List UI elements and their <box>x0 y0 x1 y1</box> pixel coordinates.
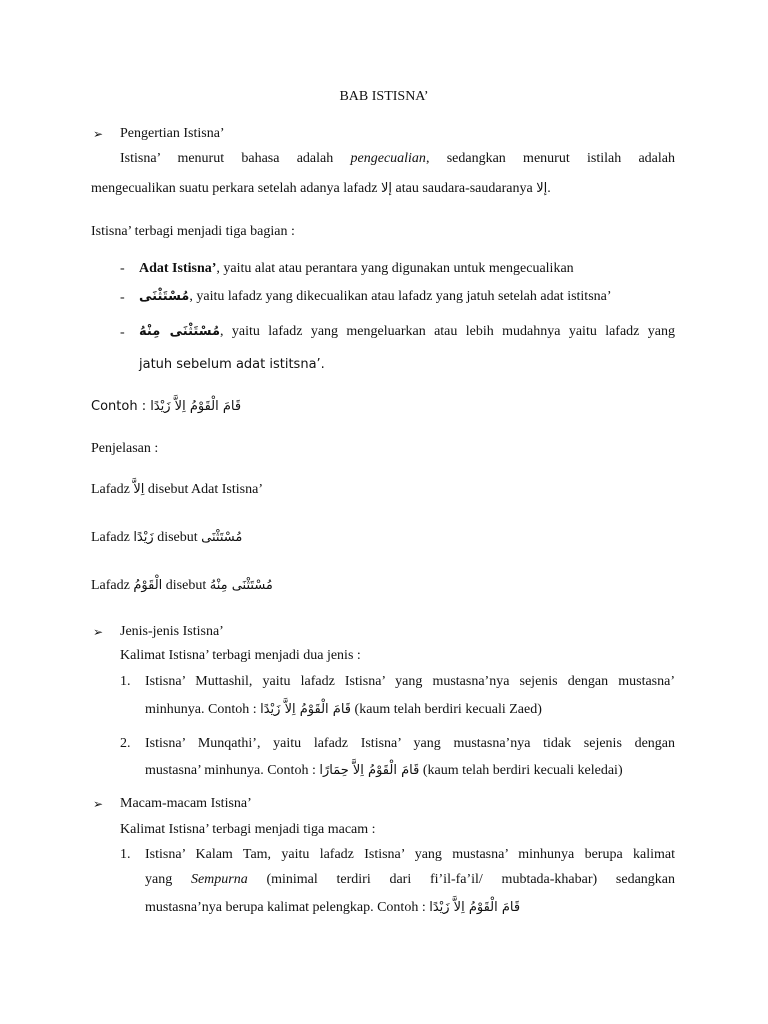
explanation-line-3: Lafadz الْقَوْمُ disebut مُسْتَثْنَى مِنْهُ <box>91 578 273 593</box>
document-title: BAB ISTISNA’ <box>339 89 429 104</box>
division-intro: Istisna’ terbagi menjadi tiga bagian : <box>91 224 295 239</box>
arabic-illa: إلا <box>380 181 392 196</box>
explanation-line-1: Lafadz اِلاَّ disebut Adat Istisna’ <box>91 482 263 497</box>
list-dash: - <box>120 261 125 276</box>
jenis-item-2-line-2: mustasna’ minhunya. Contoh : قَامَ الْقَوْمُ اِلاَّ حِمَارًا (kaum telah berdiri kecuali keledai) <box>145 763 623 778</box>
list-item-mustatsna-minhu-cont: jatuh sebelum adat istitsna’. <box>139 357 325 372</box>
macam-intro: Kalimat Istisna’ terbagi menjadi tiga macam : <box>120 822 376 837</box>
definition-line-2: mengecualikan suatu perkara setelah adanya lafadz إلا atau saudara-saudaranya إلا. <box>91 181 551 196</box>
explanation-heading: Penjelasan : <box>91 441 159 456</box>
list-dash: - <box>120 290 125 305</box>
jenis-intro: Kalimat Istisna’ terbagi menjadi dua jenis : <box>120 648 361 663</box>
list-dash: - <box>120 325 125 340</box>
bullet-arrow-icon: ➢ <box>93 625 104 639</box>
section-heading-jenis: Jenis-jenis Istisna’ <box>120 624 224 639</box>
list-item-adat-istisna: Adat Istisna’, yaitu alat atau perantara yang digunakan untuk mengecualikan <box>139 261 574 276</box>
macam-item-1-line-1: Istisna’ Kalam Tam, yaitu lafadz Istisna’ yang mustasna’ minhunya berupa kalimat <box>145 847 675 862</box>
section-heading-pengertian: Pengertian Istisna’ <box>120 126 225 141</box>
jenis-item-1-line-2: minhunya. Contoh : قَامَ الْقَوْمُ اِلاَّ زَيْدًا (kaum telah berdiri kecuali Zaed) <box>145 702 542 717</box>
macam-item-1-line-3: mustasna’nya berupa kalimat pelengkap. Contoh : قَامَ الْقَوْمُ اِلاَّ زَيْدًا <box>145 900 521 915</box>
explanation-line-2: Lafadz زَيْدًا disebut مُسْتَثْنَى <box>91 530 243 545</box>
section-heading-macam: Macam-macam Istisna’ <box>120 796 252 811</box>
list-item-mustatsna-minhu: مُسْتَثْنَى مِنْهُ, yaitu lafadz yang mengeluarkan atau lebih mudahnya yaitu lafadz yang <box>139 324 675 339</box>
list-item-mustatsna: مُسْتَثْنَى, yaitu lafadz yang dikecualikan atau lafadz yang jatuh setelah adat istitsna’ <box>139 289 612 304</box>
list-number: 2. <box>120 736 131 751</box>
arabic-illa: إلا <box>536 181 548 196</box>
bullet-arrow-icon: ➢ <box>93 797 104 811</box>
jenis-item-2-line-1: Istisna’ Munqathi’, yaitu lafadz Istisna’ yang mustasna’nya tidak sejenis dengan <box>145 736 675 751</box>
jenis-item-1-line-1: Istisna’ Muttashil, yaitu lafadz Istisna’ yang mustasna’nya sejenis dengan mustasna’ <box>145 674 675 689</box>
definition-line-1: Istisna’ menurut bahasa adalah pengecualian, sedangkan menurut istilah adalah <box>120 151 675 166</box>
list-number: 1. <box>120 674 131 689</box>
list-number: 1. <box>120 847 131 862</box>
example-line: Contoh : قَامَ الْقَوْمُ اِلاَّ زَيْدًا <box>91 399 242 414</box>
macam-item-1-line-2: yang Sempurna (minimal terdiri dari fi’il-fa’il/ mubtada-khabar) sedangkan <box>145 872 675 887</box>
bullet-arrow-icon: ➢ <box>93 127 104 141</box>
